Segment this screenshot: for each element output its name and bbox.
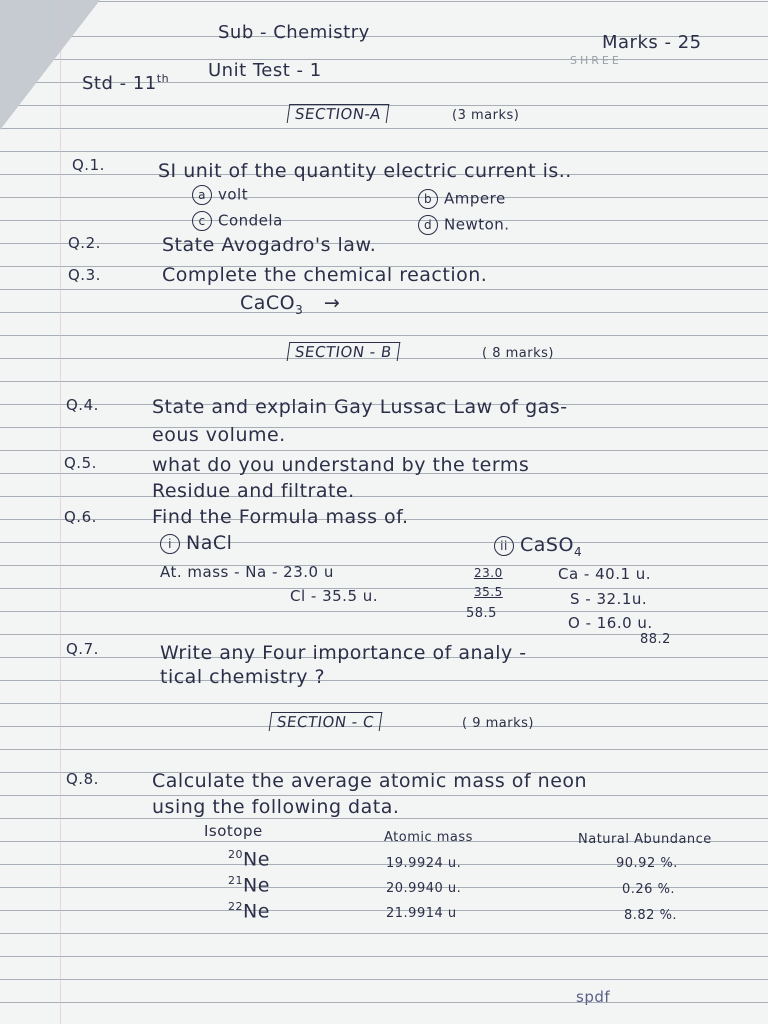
q6-atomic-mass-s: S - 32.1u. xyxy=(570,590,648,608)
standard-sup: th xyxy=(156,72,170,85)
q6-margin-note: 88.2 xyxy=(640,632,671,647)
q6-text: Find the Formula mass of. xyxy=(152,506,409,528)
test-title: Unit Test - 1 xyxy=(208,60,322,81)
q5-line1: what do you understand by the terms xyxy=(152,454,530,476)
q7-line2: tical chemistry ? xyxy=(160,666,326,688)
q1-option-c xyxy=(192,211,283,231)
q8-line2: using the following data. xyxy=(152,796,400,818)
mass-number: 22 xyxy=(228,900,243,913)
q7-number: Q.7. xyxy=(66,640,99,658)
q6-part-i xyxy=(160,532,232,554)
option-d-text: Newton. xyxy=(444,215,510,234)
table-header-abundance: Natural Abundance xyxy=(578,832,712,847)
q1-option-d xyxy=(418,215,510,235)
q3-number: Q.3. xyxy=(68,266,101,284)
q6-atomic-mass-ca: Ca - 40.1 u. xyxy=(558,565,652,583)
q5-line2: Residue and filtrate. xyxy=(152,480,355,502)
section-a-marks: (3 marks) xyxy=(452,108,520,123)
section-b-marks: ( 8 marks) xyxy=(482,346,554,361)
table-row-ne22-atomic-mass: 21.9914 u xyxy=(386,906,457,921)
subject-title: Sub - Chemistry xyxy=(218,22,370,43)
section-c-title: SECTION - C xyxy=(269,712,383,731)
q1-option-a xyxy=(192,185,248,205)
option-c-text: Condela xyxy=(218,211,283,230)
q5-number: Q.5. xyxy=(64,454,97,472)
school-stamp: SHREE xyxy=(570,54,622,67)
q6-number: Q.6. xyxy=(64,508,97,526)
q6-atomic-mass-cl: Cl - 35.5 u. xyxy=(290,587,379,605)
q6-atomic-mass-o: O - 16.0 u. xyxy=(568,614,653,632)
standard-prefix: Std - 11 xyxy=(82,73,157,94)
q4-number: Q.4. xyxy=(66,396,99,414)
q2-text: State Avogadro's law. xyxy=(162,234,377,256)
q1-text: SI unit of the quantity electric current is.. xyxy=(158,160,572,182)
reaction-arrow-icon: → xyxy=(323,292,341,314)
part-i-formula: NaCl xyxy=(186,532,233,554)
part-ii-subscript: 4 xyxy=(573,544,583,559)
q8-number: Q.8. xyxy=(66,770,99,788)
option-a-text: volt xyxy=(218,185,249,204)
q1-option-b xyxy=(418,189,506,209)
table-row-ne21-abundance: 0.26 %. xyxy=(622,882,676,897)
table-row-ne22-abundance: 8.82 %. xyxy=(624,908,678,923)
table-row-ne20-abundance: 90.92 %. xyxy=(616,856,678,871)
folded-corner xyxy=(0,0,100,130)
part-ii-formula: CaSO xyxy=(520,534,574,556)
mass-number: 20 xyxy=(228,848,243,861)
table-row-ne22-isotope xyxy=(228,900,270,922)
part-i-marker: i xyxy=(160,534,180,554)
mass-number: 21 xyxy=(228,874,243,887)
option-c-marker: c xyxy=(192,211,212,231)
q7-line1: Write any Four importance of analy - xyxy=(160,642,527,664)
section-b-title: SECTION - B xyxy=(287,342,400,361)
isotope-symbol: Ne xyxy=(243,900,270,923)
q1-number: Q.1. xyxy=(72,156,105,174)
table-row-ne20-isotope xyxy=(228,848,270,870)
table-row-ne21-isotope xyxy=(228,874,270,896)
option-a-marker: a xyxy=(192,185,212,205)
q6-part-ii xyxy=(494,534,582,559)
table-header-isotope: Isotope xyxy=(204,822,263,840)
total-marks: Marks - 25 xyxy=(602,32,702,53)
table-header-atomic-mass: Atomic mass xyxy=(384,830,473,845)
q4-line2: eous volume. xyxy=(152,424,286,446)
section-c-marks: ( 9 marks) xyxy=(462,716,534,731)
margin-line xyxy=(60,0,61,1024)
calc-value-1: 23.0 xyxy=(474,566,503,580)
isotope-symbol: Ne xyxy=(243,848,270,871)
option-b-text: Ampere xyxy=(444,189,506,208)
table-row-ne21-atomic-mass: 20.9940 u. xyxy=(386,881,462,896)
calc-value-2: 35.5 xyxy=(474,585,503,599)
q3-formula: CaCO xyxy=(240,292,296,314)
q3-text: Complete the chemical reaction. xyxy=(162,264,488,286)
section-a-title: SECTION-A xyxy=(287,104,390,123)
table-row-ne20-atomic-mass: 19.9924 u. xyxy=(386,856,462,871)
option-b-marker: b xyxy=(418,189,438,209)
q6-atomic-mass-na: At. mass - Na - 23.0 u xyxy=(160,563,334,581)
q8-line1: Calculate the average atomic mass of neon xyxy=(152,770,588,792)
q3-subscript: 3 xyxy=(295,302,304,317)
standard-label xyxy=(82,72,169,94)
part-ii-marker: ii xyxy=(494,536,514,556)
q3-reaction xyxy=(240,292,340,317)
q4-line1: State and explain Gay Lussac Law of gas- xyxy=(152,396,568,418)
option-d-marker: d xyxy=(418,215,438,235)
calc-result: 58.5 xyxy=(466,606,497,621)
watermark: spdf xyxy=(576,988,611,1006)
isotope-symbol: Ne xyxy=(243,874,270,897)
q2-number: Q.2. xyxy=(68,234,101,252)
